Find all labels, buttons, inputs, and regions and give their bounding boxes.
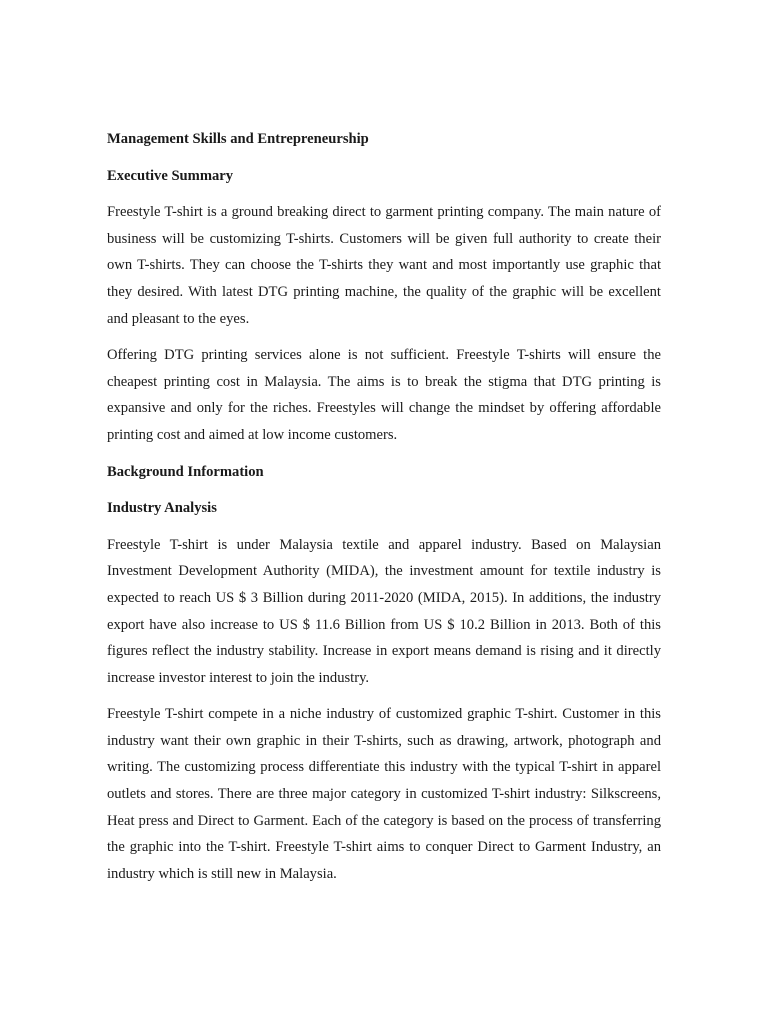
paragraph-executive-summary-2: Offering DTG printing services alone is not sufficient. Freestyle T-shirts will ensure the cheapest printing cost in Malaysia. The aims is to break the stigma that DTG printing is expansive and only for the riches. Freestyles will change the mindset by offering affordable printing cost and aimed at low income customers. [107, 347, 661, 443]
heading-industry-analysis: Industry Analysis [107, 500, 217, 517]
document-title: Management Skills and Entrepreneurship [107, 131, 369, 147]
paragraph-industry-analysis-1: Freestyle T-shirt is under Malaysia textile and apparel industry. Based on Malaysian Investment Development Authority (MIDA), the investment amount for textile industry is expected to reach US $ 3 Billion during 2011-2020 (MIDA, 2015). In additions, the industry export have also increase to US $ 11.6 Billion from US $ 10.2 Billion in 2013. Both of this figures reflect the industry stability. Increase in export means demand is rising and it directly increase investor interest to join the industry. [107, 536, 661, 686]
paragraph-industry-analysis-2: Freestyle T-shirt compete in a niche industry of customized graphic T-shirt. Customer in this industry want their own graphic in their T-shirts, such as drawing, artwork, photograph and writing. The customizing process differentiate this industry with the typical T-shirt in apparel outlets and stores. There are three major category in customized T-shirt industry: Silkscreens, Heat press and Direct to Garment. Each of the category is based on the process of transferring the graphic into the T-shirt. Freestyle T-shirt aims to conquer Direct to Garment Industry, an industry which is still new in Malaysia. [107, 706, 661, 882]
document-page [107, 126, 661, 897]
heading-executive-summary: Executive Summary [107, 167, 234, 184]
paragraph-executive-summary-1: Freestyle T-shirt is a ground breaking direct to garment printing company. The main nature of business will be customizing T-shirts. Customers will be given full authority to create their own T-shirts. They can choose the T-shirts they want and most importantly use graphic that they desired. With latest DTG printing machine, the quality of the graphic will be excellent and pleasant to the eyes. [107, 204, 661, 327]
heading-background-information: Background Information [107, 463, 264, 480]
